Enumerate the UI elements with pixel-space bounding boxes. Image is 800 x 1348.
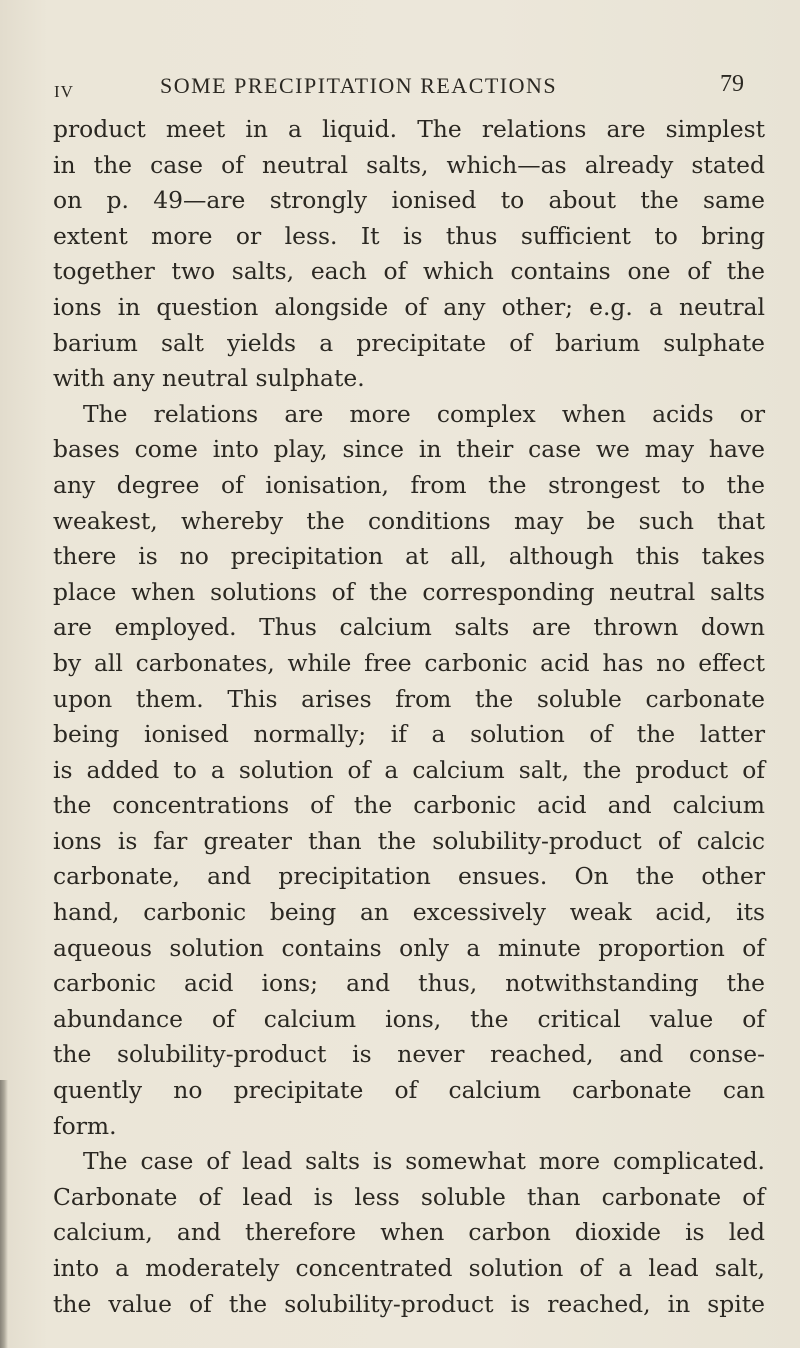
text-line: upon them. This arises from the soluble carbonate (53, 684, 765, 713)
text-line: barium salt yields a precipitate of barium sulphate (53, 328, 765, 357)
text-line: quently no precipitate of calcium carbonate can (53, 1076, 765, 1105)
text-line: with any neutral sulphate. (53, 364, 365, 393)
text-line: in the case of neutral salts, which—as already stated (53, 150, 765, 179)
text-line: ions is far greater than the solubility-product of calcic (53, 826, 765, 855)
text-line: together two salts, each of which contains one of the (53, 257, 765, 286)
text-line: carbonate, and precipitation ensues. On the other (53, 862, 765, 891)
running-title: SOME PRECIPITATION REACTIONS (160, 73, 558, 98)
text-line: form. (53, 1111, 117, 1140)
text-line: The relations are more complex when acids or (83, 399, 765, 428)
text-line: the concentrations of the carbonic acid and calcium (53, 791, 765, 820)
text-line: any degree of ionisation, from the strongest to the (53, 470, 765, 499)
text-line: the solubility-product is never reached, and conse- (53, 1040, 765, 1069)
text-line: being ionised normally; if a solution of the latter (53, 720, 765, 749)
chapter-number: IV (54, 82, 74, 101)
text-line: extent more or less. It is thus sufficient to bring (53, 221, 765, 250)
page-number: 79 (720, 71, 744, 97)
text-line: aqueous solution contains only a minute proportion of (53, 933, 765, 962)
page-edge-shadow (0, 1080, 8, 1348)
text-line: into a moderately concentrated solution of a lead salt, (53, 1254, 765, 1282)
text-line: calcium, and therefore when carbon dioxide is led (53, 1218, 765, 1247)
text-line: the value of the solubility-product is reached, in spite (53, 1289, 765, 1318)
text-line: The case of lead salts is somewhat more complicated. (83, 1147, 765, 1176)
text-line: ions in question alongside of any other; e.g. a neutral (53, 292, 765, 321)
text-line: by all carbonates, while free carbonic acid has no effect (53, 648, 765, 677)
text-line: Carbonate of lead is less soluble than carbonate of (53, 1182, 765, 1211)
text-line: on p. 49—are strongly ionised to about the same (53, 186, 765, 215)
page-header (0, 68, 800, 108)
text-line: is added to a solution of a calcium salt, the product of (53, 755, 765, 784)
text-line: carbonic acid ions; and thus, notwithstanding the (53, 969, 765, 998)
text-line: are employed. Thus calcium salts are thrown down (53, 613, 765, 642)
text-line: weakest, whereby the conditions may be such that (53, 506, 765, 535)
text-line: bases come into play, since in their case we may have (53, 435, 765, 464)
text-line: there is no precipitation at all, although this takes (53, 542, 765, 571)
body-text (53, 112, 765, 1322)
text-line: abundance of calcium ions, the critical value of (53, 1004, 765, 1033)
text-line: place when solutions of the corresponding neutral salts (53, 577, 765, 606)
text-line: hand, carbonic being an excessively weak acid, its (53, 898, 765, 927)
text-line: product meet in a liquid. The relations are simplest (53, 115, 765, 143)
